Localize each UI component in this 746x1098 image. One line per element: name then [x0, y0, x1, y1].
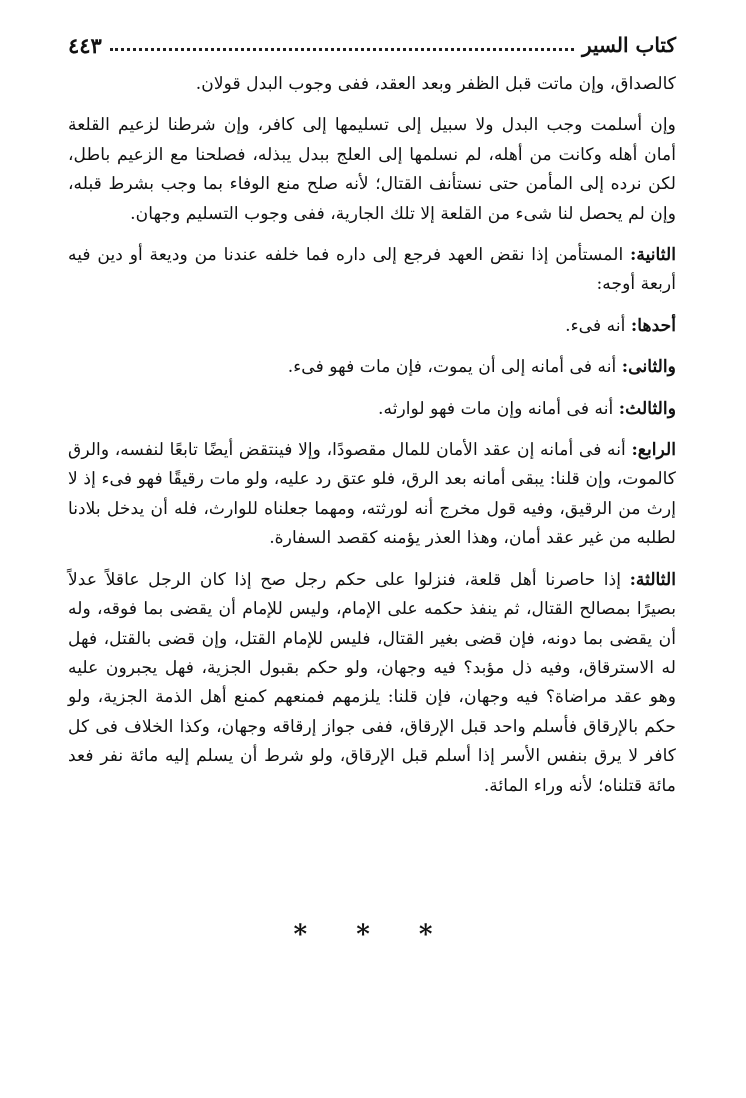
paragraph-label: والثانى: [621, 357, 676, 378]
section-divider-asterisks: * * * [293, 920, 453, 950]
paragraph: وإن أسلمت وجب البدل ولا سبيل إلى تسليمها إلى كافر، وإن شرطنا لزعيم القلعة أمان أهله وكانت من أهله، لم نسلمها إلى العلج ببدل يبذله، فصلحنا مع الزعيم باطل، لكن نرده إلى المأمن حتى نستأنف القتال؛ لأنه صلح منع الوفاء بما وجب بشرط قبله، وإن لم يحصل لنا شىء من القلعة إلا تلك الجارية، ففى وجوب التسليم وجهان. [68, 115, 676, 224]
paragraph: والثانى: أنه فى أمانه إلى أن يموت، فإن مات فهو فىء. [287, 357, 676, 378]
paragraph: الثالثة: إذا حاصرنا أهل قلعة، فنزلوا على حكم رجل صح إذا كان الرجل عاقلاً عدلاً بصيرًا بمصالح القتال، ثم ينفذ حكمه على الإمام، وليس للإمام أن يقضى بما فوقه، وله أن يقضى بما دونه، فإن قضى بغير القتال، فليس للإمام القتل، وإن قضى بالقتل، فهل له الاسترقاق، وفيه ذل مؤبد؟ فيه وجهان، ولو حكم بقبول الجزية، فهل يجبرون عليه وهو عقد مراضاة؟ فيه وجهان، فإن قلنا: يلزمهم فمنعهم كمنع أهل الذمة الجزية، ولو حكم بالإرقاق فأسلم واحد قبل الإرقاق، ففى جواز إرقاقه وجهان، وكذا الخلاف فى كل كافر لا يرق بنفس الأسر إذا أسلم قبل الإرقاق، ولو شرط أن يسلم إليه مائة نفر فعد مائة قتلناه؛ لأنه وراء المائة. [68, 569, 676, 796]
paragraph: كالصداق، وإن ماتت قبل الظفر وبعد العقد، ففى وجوب البدل قولان. [195, 74, 676, 94]
page-number: ٤٤٣ [68, 32, 102, 58]
paragraph-label: أحدها: [630, 315, 676, 336]
paragraph: والثالث: أنه فى أمانه وإن مات فهو لوارثه. [378, 398, 676, 419]
header-leader-dots [110, 48, 574, 51]
body-text [68, 70, 676, 801]
paragraph-label: الرابع: [631, 440, 676, 461]
paragraph-label: الثانية: [630, 245, 676, 266]
running-header [68, 30, 676, 60]
paragraph: الرابع: أنه فى أمانه إن عقد الأمان للمال مقصودًا، وإلا فينتقض أيضًا تابعًا لنفسه، والرق كالموت، وإن قلنا: يبقى أمانه بعد الرق، فلو عتق رد عليه، ولو مات رقيقًا فهو فىء إذ لا إرث من الرقيق، وفيه قول مخرج أنه لورثته، ومهما جعلناه للوارث، فله أن يدخل بلادنا لطلبه من غير عقد أمان، وهذا العذر يؤمنه كقصد السفارة. [68, 440, 676, 549]
chapter-title: كتاب السير [581, 33, 676, 57]
paragraph-label: الثالثة: [629, 569, 676, 590]
paragraph: أحدها: أنه فىء. [565, 315, 676, 336]
paragraph: الثانية: المستأمن إذا نقض العهد فرجع إلى داره فما خلفه عندنا من وديعة أو دين فيه أربعة أوجه: [68, 245, 676, 295]
paragraph-label: والثالث: [618, 398, 676, 419]
